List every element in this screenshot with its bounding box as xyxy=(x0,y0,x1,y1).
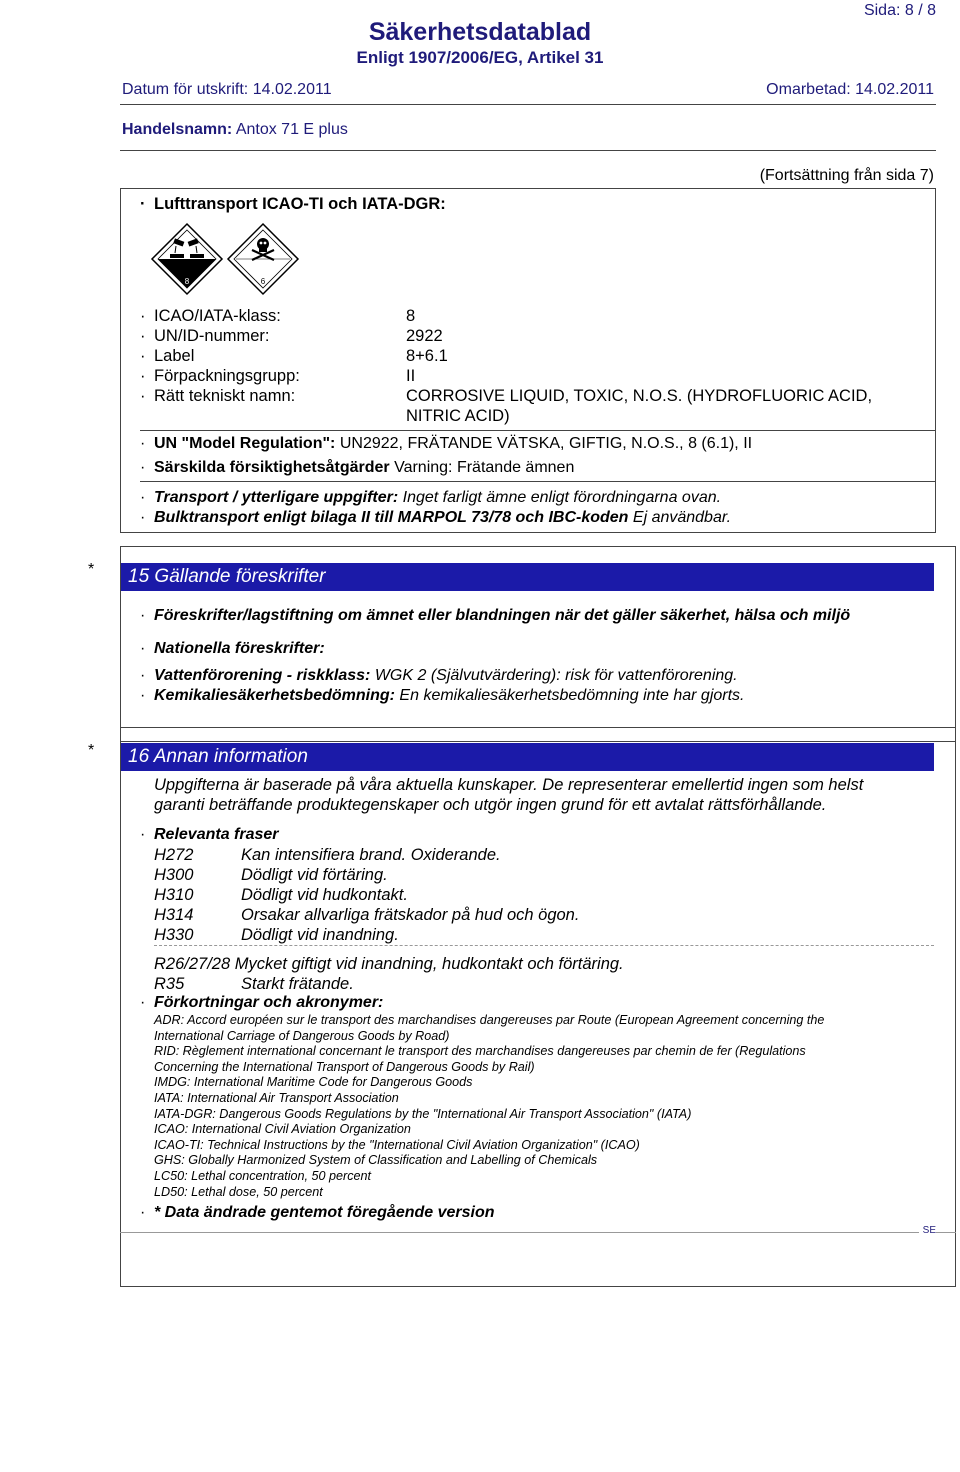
changed-marker: * xyxy=(88,561,95,578)
field-row: · Rätt tekniskt namn: CORROSIVE LIQUID, TOXIC, N.O.S. (HYDROFLUORIC ACID, xyxy=(140,387,873,405)
product-label: Handelsnamn: xyxy=(122,121,233,138)
un-model-regulation: · UN "Model Regulation": UN2922, FRÄTANDE VÄTSKA, GIFTIG, N.O.S., 8 (6.1), II xyxy=(140,435,753,452)
changed-data-note: · * Data ändrade gentemot föregående version xyxy=(140,1204,495,1221)
section16-title: 16 Annan information xyxy=(121,743,934,771)
air-transport-heading: · Lufttransport ICAO-TI och IATA-DGR: xyxy=(140,195,446,213)
special-precautions: · Särskilda försiktighetsåtgärder Varning: Frätande ämnen xyxy=(140,459,575,476)
list-item: R35 Starkt frätande. xyxy=(154,975,354,993)
header-rule xyxy=(120,104,936,105)
product-name xyxy=(122,120,348,140)
list-item: H330 Dödligt vid inandning. xyxy=(154,926,399,944)
print-date: Datum för utskrift: 14.02.2011 xyxy=(122,81,332,98)
product-rule xyxy=(120,150,936,151)
list-item: ICAO: International Civil Aviation Organization xyxy=(154,1122,411,1137)
transport-further-info: · Transport / ytterligare uppgifter: Inget farligt ämne enligt förordningarna ovan. xyxy=(140,489,722,506)
list-item: International Carriage of Dangerous Goods by Road) xyxy=(154,1028,450,1043)
document-title: Säkerhetsdatablad xyxy=(368,18,592,46)
relevant-phrases-heading: · Relevanta fraser xyxy=(140,826,279,843)
list-item: ADR: Accord européen sur le transport des marchandises dangereuses par Route (European Agreement concerning the xyxy=(154,1013,825,1027)
field-row: · ICAO/IATA-klass: 8 xyxy=(140,307,416,325)
chemical-safety-assessment: · Kemikaliesäkerhetsbedömning: En kemikaliesäkerhetsbedömning inte har gjorts. xyxy=(140,687,745,704)
list-item: H300 Dödligt vid förtäring. xyxy=(154,866,388,884)
abbreviations-heading: · Förkortningar och akronymer: xyxy=(140,994,384,1011)
list-item: H310 Dödligt vid hudkontakt. xyxy=(154,886,408,904)
abbreviation-list xyxy=(154,1013,936,1200)
list-item: ICAO-TI: Technical Instructions by the "International Civil Aviation Organization" (ICAO) xyxy=(154,1137,640,1152)
h-phrase-list xyxy=(154,845,579,945)
regulations-heading: · Föreskrifter/lagstiftning om ämnet eller blandningen när det gäller säkerhet, hälsa och miljö xyxy=(140,607,851,624)
list-item: H272 Kan intensifiera brand. Oxiderande. xyxy=(154,846,501,864)
revised-date: Omarbetad: 14.02.2011 xyxy=(766,81,934,98)
special-rule xyxy=(140,481,936,482)
list-item: Concerning the International Transport of Dangerous Goods by Rail) xyxy=(154,1059,535,1074)
list-item: IATA-DGR: Dangerous Goods Regulations by the "International Air Transport Association" (IATA) xyxy=(154,1106,692,1121)
phrase-divider xyxy=(154,945,934,946)
list-item: H314 Orsakar allvarliga frätskador på hud och ögon. xyxy=(154,906,580,924)
air-rule xyxy=(140,430,936,431)
list-item: R26/27/28 Mycket giftigt vid inandning, hudkontakt och förtäring. xyxy=(154,955,624,973)
section15-title: 15 Gällande föreskrifter xyxy=(121,563,934,591)
corrosive-pictogram xyxy=(150,222,224,301)
page-number: Sida: 8 / 8 xyxy=(863,2,936,19)
list-item: LC50: Lethal concentration, 50 percent xyxy=(154,1168,372,1183)
skull-crossbones-pictogram xyxy=(226,222,300,301)
list-item: RID: Règlement international concernant le transport des marchandises dangereuses par chemin de fer (Regulations xyxy=(154,1044,806,1059)
air-fields xyxy=(140,306,872,426)
footer-rule xyxy=(120,1232,956,1233)
list-item: GHS: Globally Harmonized System of Classification and Labelling of Chemicals xyxy=(154,1153,598,1168)
product-value: Antox 71 E plus xyxy=(235,121,348,138)
field-row: · Förpackningsgrupp: II xyxy=(140,367,416,385)
water-hazard: · Vattenförorening - riskklass: WGK 2 (Självutvärdering): risk för vattenförorening. xyxy=(140,667,738,684)
bulk-transport: · Bulktransport enligt bilaga II till MARPOL 73/78 och IBC-koden Ej användbar. xyxy=(140,509,732,526)
language-code: SE xyxy=(919,1225,936,1236)
field-row: · Label 8+6.1 xyxy=(140,347,448,365)
r-phrase-list xyxy=(154,954,624,994)
list-item: IMDG: International Maritime Code for Dangerous Goods xyxy=(154,1075,473,1090)
continued-note: (Fortsättning från sida 7) xyxy=(759,167,934,184)
list-item: LD50: Lethal dose, 50 percent xyxy=(154,1184,323,1199)
svg-text:8: 8 xyxy=(184,277,190,286)
list-item: IATA: International Air Transport Association xyxy=(154,1090,399,1105)
field-row: NITRIC ACID) xyxy=(406,407,510,425)
document-subtitle: Enligt 1907/2006/EG, Artikel 31 xyxy=(356,48,604,67)
intro-text: Uppgifterna är baserade på våra aktuella kunskaper. De representerar emellertid ingen som helst garanti beträffande produktegenskaper och utgör ingen grund för ett avtalat rättsförhållande. xyxy=(154,776,864,814)
svg-text:6: 6 xyxy=(260,277,266,286)
national-regulations: · Nationella föreskrifter: xyxy=(140,640,325,657)
field-row: · UN/ID-nummer: 2922 xyxy=(140,327,443,345)
changed-marker: * xyxy=(88,742,95,759)
